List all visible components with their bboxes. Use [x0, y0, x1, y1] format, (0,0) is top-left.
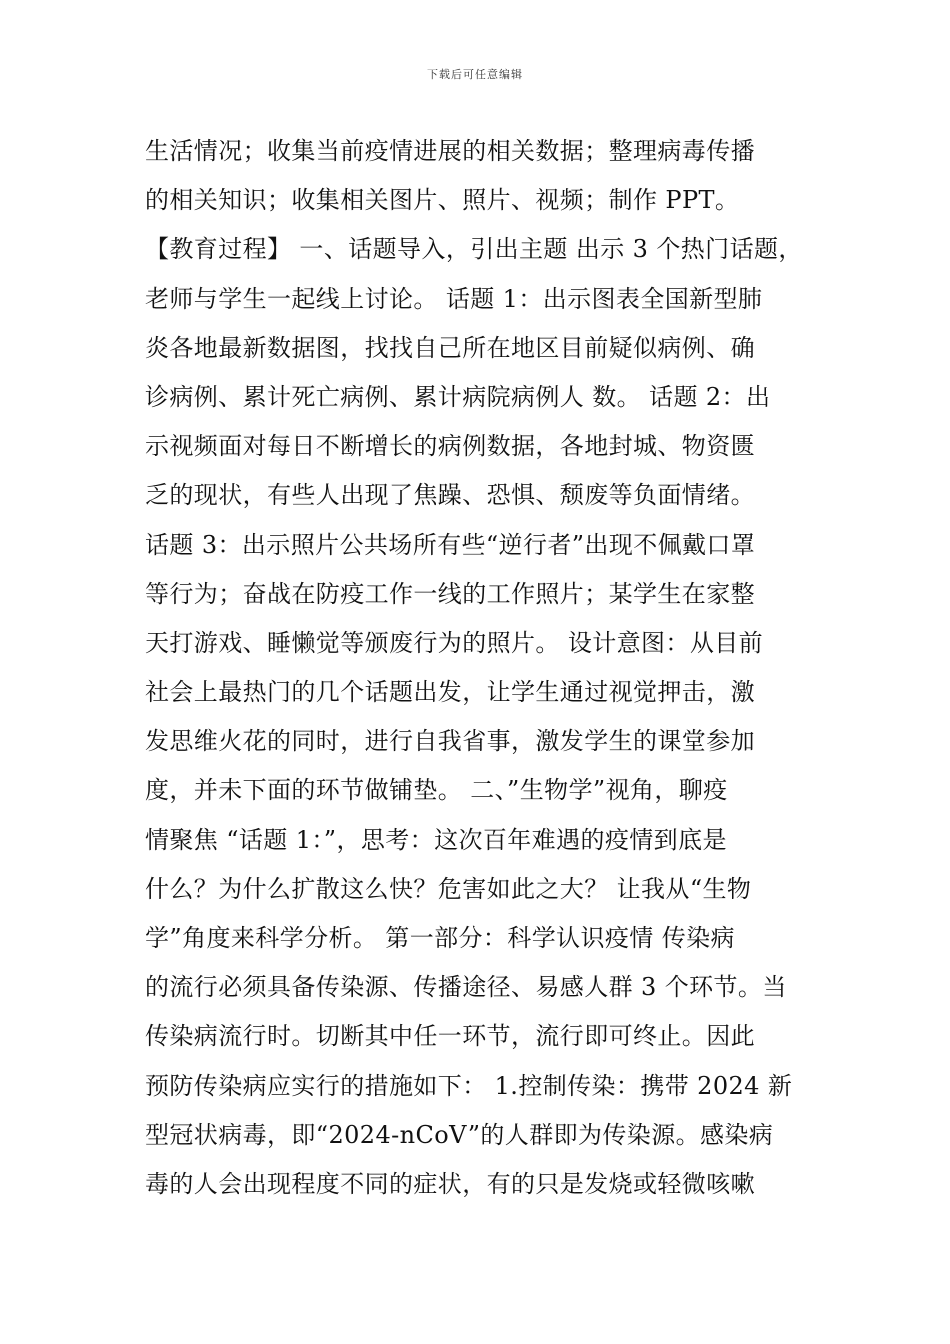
text-line: 社会上最热门的几个话题出发，让学生通过视觉押击，激	[145, 678, 755, 707]
text-line: 发思维火花的同时，进行自我省事，激发学生的课堂参加	[145, 727, 755, 756]
text-line: 学”角度来科学分析。 第一部分：科学认识疫情 传染病	[145, 924, 735, 952]
text-line: 传染病流行时。切断其中任一环节，流行即可终止。因此	[145, 1022, 755, 1051]
text-line: 的相关知识；收集相关图片、照片、视频；制作 PPT。	[145, 186, 740, 215]
text-line: 诊病例、累计死亡病例、累计病院病例人 数。 话题 2：出	[145, 382, 771, 411]
document-body	[145, 127, 845, 1209]
text-line: 炎各地最新数据图，找找自己所在地区目前疑似病例、确	[145, 333, 755, 362]
text-line: 【教育过程】 一、话题导入，引出主题 出示 3 个热门话题，	[145, 235, 803, 264]
page-header: 下载后可任意编辑	[427, 68, 523, 81]
text-line: 示视频面对每日不断增长的病例数据，各地封城、物资匮	[145, 432, 755, 461]
text-line: 话题 3：出示照片公共场所有些“逆行者”出现不佩戴口罩	[145, 530, 756, 559]
text-line: 什么？为什么扩散这么快？危害如此之大？ 让我从“生物	[145, 874, 752, 903]
text-line: 乏的现状，有些人出现了焦躁、恐惧、颓废等负面情绪。	[145, 481, 755, 510]
text-line: 生活情况；收集当前疫情进展的相关数据；整理病毒传播	[145, 137, 755, 165]
text-line: 的流行必须具备传染源、传播途径、易感人群 3 个环节。当	[145, 973, 787, 1002]
text-line: 毒的人会出现程度不同的症状，有的只是发烧或轻微咳嗽	[145, 1169, 755, 1198]
text-line: 型冠状病毒，即“2024-nCoV”的人群即为传染源。感染病	[145, 1120, 774, 1149]
text-line: 老师与学生一起线上讨论。 话题 1：出示图表全国新型肺	[145, 284, 763, 313]
text-line: 等行为；奋战在防疫工作一线的工作照片；某学生在家整	[145, 579, 755, 608]
text-line: 情聚焦 “话题 1：”，思考：这次百年难遇的疫情到底是	[145, 825, 727, 854]
text-line: 预防传染病应实行的措施如下： 1.控制传染：携带 2024 新	[145, 1071, 793, 1100]
text-line: 天打游戏、睡懒觉等颁废行为的照片。 设计意图：从目前	[145, 628, 764, 657]
text-line: 度，并未下面的环节做铺垫。 二、”生物学”视角，聊疫	[145, 776, 728, 805]
